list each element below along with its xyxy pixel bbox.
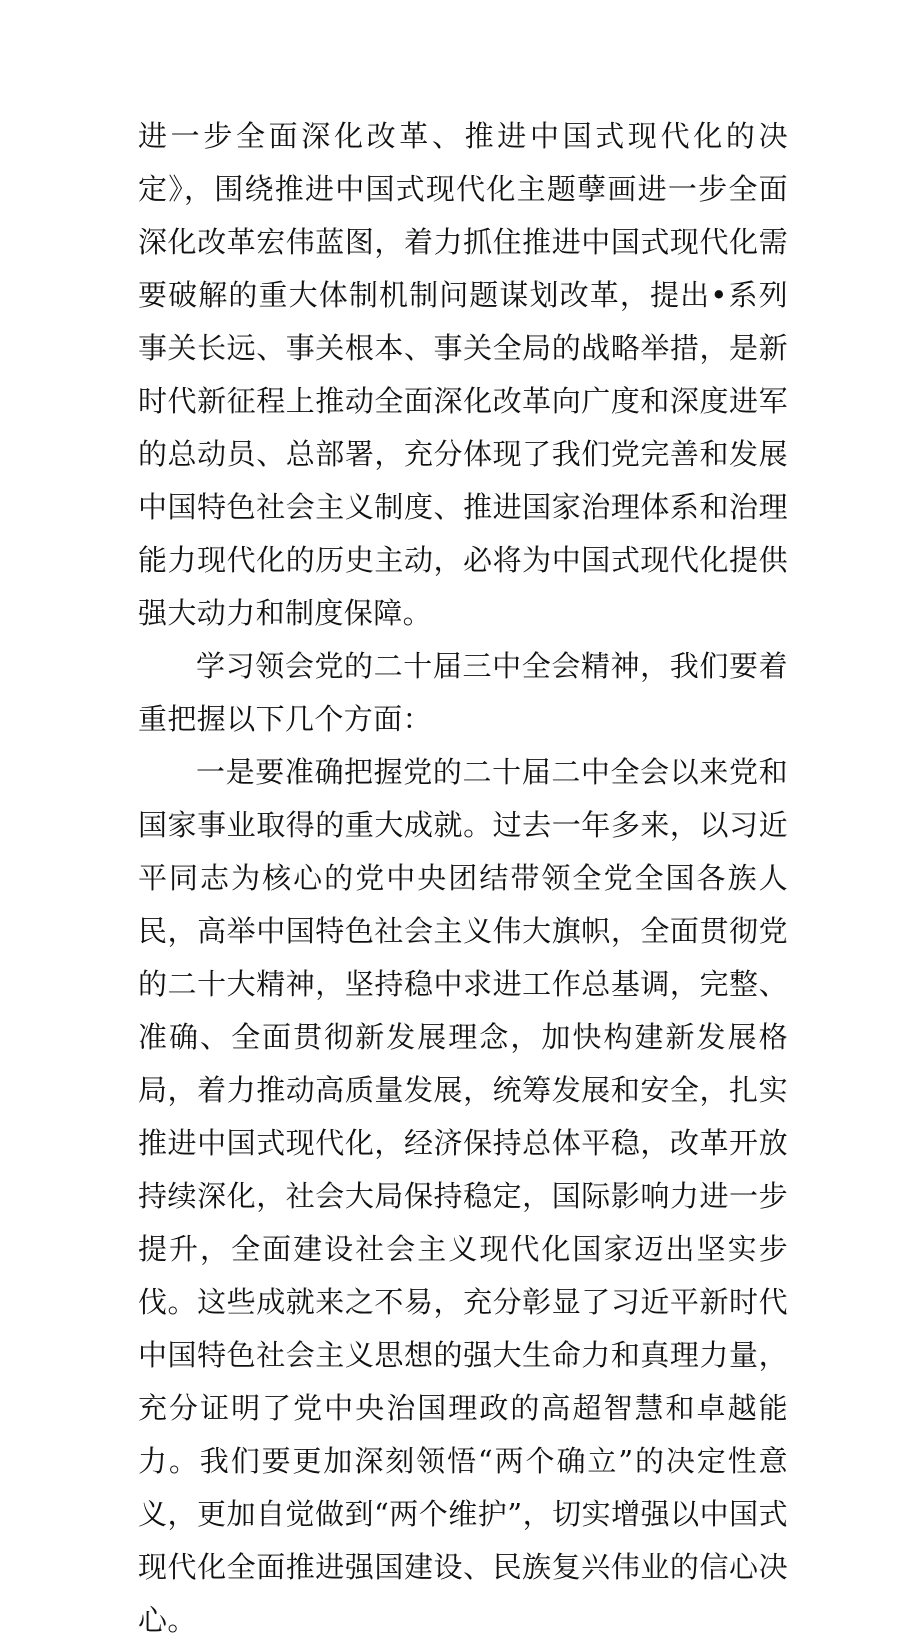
paragraph-continuation: 进一步全面深化改革、推进中国式现代化的决定》，围绕推进中国式现代化主题孽画进一步全面深化改革宏伟蓝图，着力抓住推进中国式现代化需要破解的重大体制机制问题谋划改革，提出•系列事关长远、事关根本、事关全局的战略举措，是新时代新征程上推动全面深化改革向广度和深度进军的总动员、总部署，充分体现了我们党完善和发展中国特色社会主义制度、推进国家治理体系和治理能力现代化的历史主动，必将为中国式现代化提供强大动力和制度保障。 (138, 119, 788, 630)
paragraph-intro: 学习领会党的二十届三中全会精神，我们要着重把握以下几个方面： (138, 649, 788, 736)
paragraph-point-one: 一是要准确把握党的二十届二中全会以来党和国家事业取得的重大成就。过去一年多来，以习近平同志为核心的党中央团结带领全党全国各族人民，高举中国特色社会主义伟大旗帜，全面贯彻党的二十大精神，坚持稳中求进工作总基调，完整、准确、全面贯彻新发展理念，加快构建新发展格局，着力推动高质量发展，统筹发展和安全，扎实推进中国式现代化，经济保持总体平稳，改革开放持续深化，社会大局保持稳定，国际影响力进一步提升，全面建设社会主义现代化国家迈出坚实步伐。这些成就来之不易，充分彰显了习近平新时代中国特色社会主义思想的强大生命力和真理力量，充分证明了党中央治国理政的高超智慧和卓越能力。我们要更加深刻领悟“两个确立”的决定性意义，更加自觉做到“两个维护”，切实增强以中国式现代化全面推进强国建设、民族复兴伟业的信心决心。 (138, 755, 788, 1637)
document-body (138, 110, 788, 1647)
